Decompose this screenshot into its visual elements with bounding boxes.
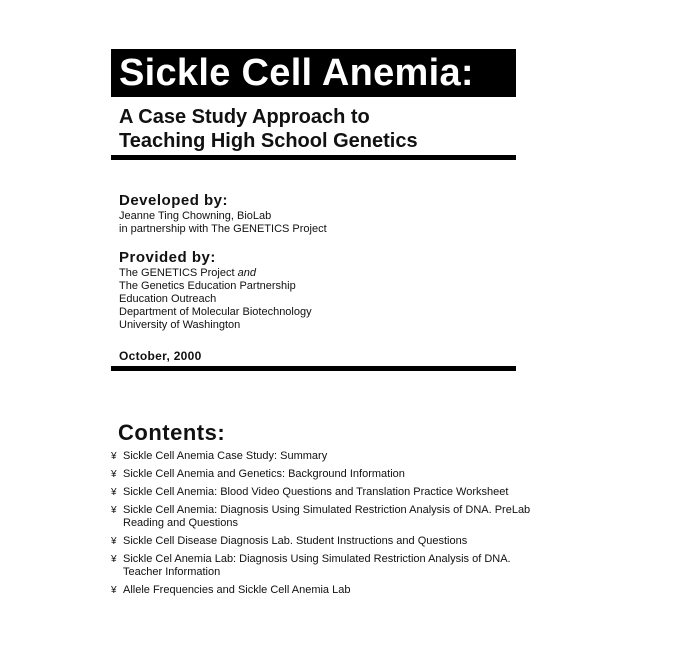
provided-by-details	[119, 267, 312, 332]
yen-bullet-icon: ¥	[111, 505, 117, 516]
provider-line-1	[119, 267, 312, 280]
contents-item-text: Sickle Cell Anemia: Blood Video Questions and Translation Practice Worksheet	[123, 486, 509, 498]
contents-item-text: Sickle Cel Anemia Lab: Diagnosis Using Simulated Restriction Analysis of DNA. Teacher Information	[123, 553, 511, 578]
provider-line-1-main: The GENETICS Project	[119, 267, 238, 279]
yen-bullet-icon: ¥	[111, 469, 117, 480]
contents-item	[111, 450, 531, 463]
document-subtitle	[119, 105, 418, 153]
yen-bullet-icon: ¥	[111, 451, 117, 462]
title-banner	[111, 49, 516, 97]
document-title: Sickle Cell Anemia:	[119, 52, 474, 94]
subtitle-line-2: Teaching High School Genetics	[119, 130, 418, 152]
developed-by-heading: Developed by:	[119, 192, 229, 209]
provider-line-5: University of Washington	[119, 319, 241, 331]
divider-bottom	[111, 366, 516, 371]
divider-top	[111, 155, 516, 160]
contents-item-text: Allele Frequencies and Sickle Cell Anemia Lab	[123, 584, 351, 596]
contents-list	[111, 450, 531, 602]
contents-item-text: Sickle Cell Anemia and Genetics: Background Information	[123, 468, 405, 480]
yen-bullet-icon: ¥	[111, 554, 117, 565]
provider-line-2: The Genetics Education Partnership	[119, 280, 296, 292]
contents-item	[111, 504, 531, 530]
yen-bullet-icon: ¥	[111, 536, 117, 547]
publication-date: October, 2000	[119, 349, 202, 363]
developer-line: Jeanne Ting Chowning, BioLab	[119, 210, 272, 222]
provider-line-3: Education Outreach	[119, 293, 217, 305]
contents-item	[111, 468, 531, 481]
contents-item	[111, 584, 531, 597]
yen-bullet-icon: ¥	[111, 487, 117, 498]
yen-bullet-icon: ¥	[111, 585, 117, 596]
contents-item	[111, 553, 531, 579]
provider-line-1-and: and	[237, 267, 256, 279]
subtitle-line-1: A Case Study Approach to	[119, 106, 370, 128]
partnership-line: in partnership with The GENETICS Project	[119, 223, 327, 235]
contents-item	[111, 535, 531, 548]
contents-heading: Contents:	[118, 420, 226, 445]
provider-line-4: Department of Molecular Biotechnology	[119, 306, 312, 318]
provided-by-heading: Provided by:	[119, 249, 216, 266]
contents-item-text: Sickle Cell Disease Diagnosis Lab. Student Instructions and Questions	[123, 535, 468, 547]
contents-item-text: Sickle Cell Anemia: Diagnosis Using Simulated Restriction Analysis of DNA. PreLab Reading and Questions	[123, 504, 531, 529]
contents-item	[111, 486, 531, 499]
developed-by-details	[119, 210, 327, 236]
contents-item-text: Sickle Cell Anemia Case Study: Summary	[123, 450, 328, 462]
